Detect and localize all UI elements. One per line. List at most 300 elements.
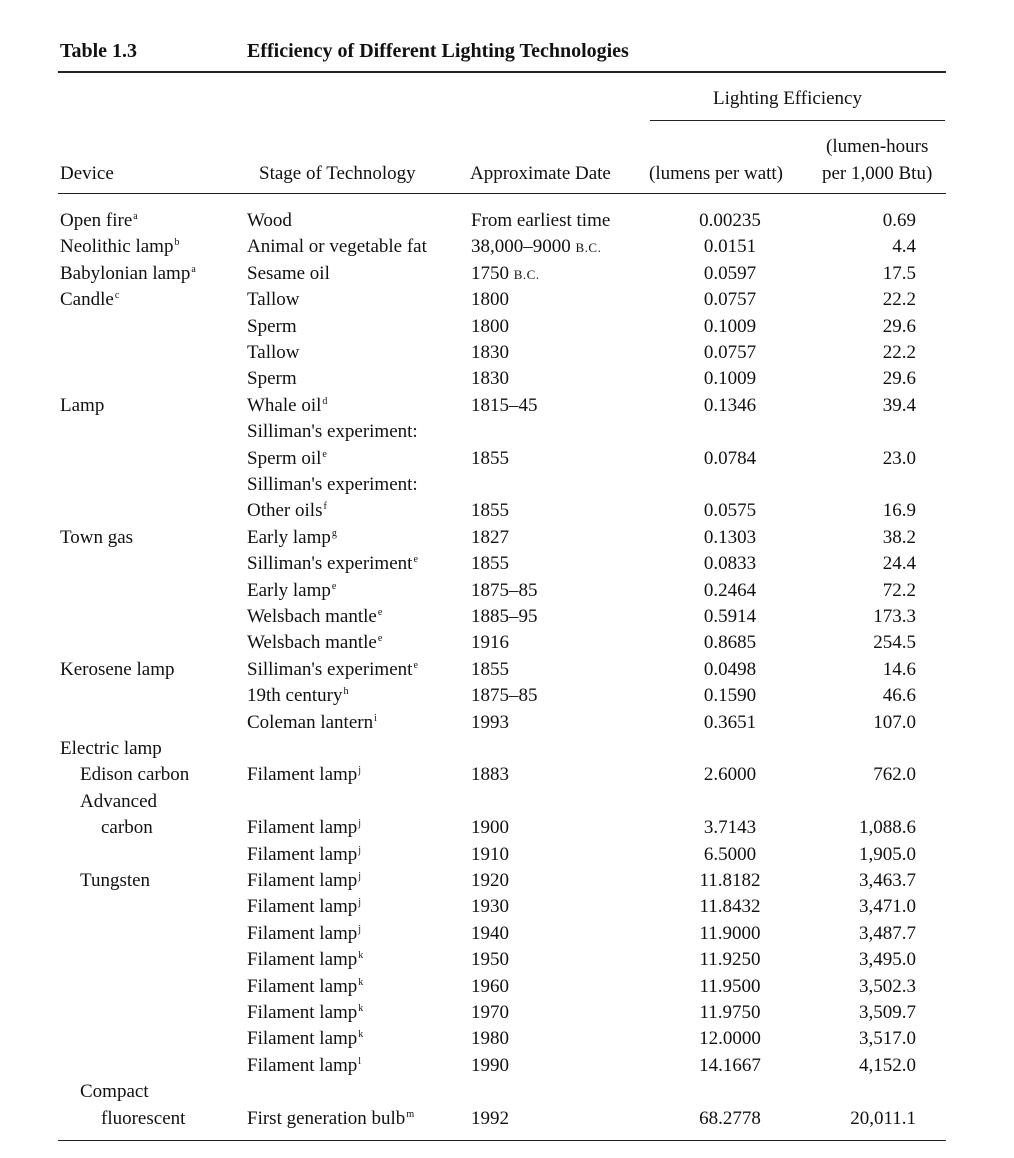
cell-lumens-per-watt [655,527,805,549]
cell-lumen-hours [800,448,916,470]
era-text: B.C. [575,240,602,255]
cell-date [471,632,509,654]
lumen-hours-value: 16.9 [882,500,916,521]
cell-lumens-per-watt [655,263,805,285]
cell-device [80,791,157,813]
cell-device [60,738,162,760]
footnote-marker: e [413,660,418,671]
lumen-hours-value: 762.0 [873,764,916,785]
cell-lumen-hours [800,1002,916,1024]
stage-text: Animal or vegetable fat [247,236,427,257]
cell-stage [247,395,327,417]
cell-stage [247,870,361,892]
header-lumen-hours-1: (lumen-hours [826,136,929,157]
cell-stage [247,263,330,285]
footnote-marker: l [358,1056,362,1067]
date-text: 1980 [471,1028,509,1049]
cell-stage [247,500,327,522]
cell-date [471,553,509,575]
cell-stage [247,210,292,232]
cell-lumen-hours [800,553,916,575]
stage-text: Filament lamp [247,949,358,970]
cell-lumens-per-watt [655,1055,805,1077]
stage-text: Coleman lantern [247,712,374,733]
cell-stage [247,448,327,470]
footnote-marker: b [174,237,180,248]
lumens-per-watt-value: 0.0597 [703,263,757,284]
cell-stage [247,949,363,971]
cell-device [60,210,138,232]
footnote-marker: k [358,950,364,961]
cell-lumens-per-watt [655,949,805,971]
cell-stage [247,1002,363,1024]
cell-stage [247,1028,363,1050]
lumen-hours-value: 17.5 [882,263,916,284]
cell-stage [247,817,361,839]
footnote-marker: k [358,977,364,988]
stage-text: Silliman's experiment [247,659,413,680]
cell-date [471,659,509,681]
footnote-marker: j [358,871,362,882]
lumen-hours-value: 22.2 [882,289,916,310]
cell-lumen-hours [800,764,916,786]
cell-device [60,395,104,417]
lumen-hours-value: 3,502.3 [859,976,916,997]
cell-lumens-per-watt [655,236,805,258]
footnote-marker: e [322,449,327,460]
stage-text: Welsbach mantle [247,606,377,627]
stage-text: Whale oil [247,395,322,416]
cell-stage [247,923,361,945]
lumen-hours-value: 29.6 [882,316,916,337]
cell-lumens-per-watt [655,870,805,892]
date-text: 1855 [471,448,509,469]
lumen-hours-value: 23.0 [882,448,916,469]
stage-text: Filament lamp [247,1055,358,1076]
cell-lumen-hours [800,659,916,681]
lumens-per-watt-value: 0.0575 [703,500,757,521]
device-text: Lamp [60,395,105,416]
footnote-marker: j [358,897,362,908]
date-text: 1885–95 [471,606,538,627]
cell-lumen-hours [800,580,916,602]
cell-date [471,1002,509,1024]
footnote-marker: j [358,765,362,776]
footnote-marker: e [331,581,337,592]
lumen-hours-value: 3,509.7 [859,1002,916,1023]
cell-device [101,817,153,839]
lumens-per-watt-value: 6.5000 [703,844,757,865]
cell-lumens-per-watt [655,316,805,338]
cell-stage [247,553,418,575]
footnote-marker: j [358,818,362,829]
cell-lumen-hours [800,896,916,918]
footnote-marker: h [343,686,349,697]
lumens-per-watt-value: 11.8432 [699,896,761,917]
stage-text: Silliman's experiment: [247,421,418,442]
date-text: From earliest time [471,210,611,231]
cell-stage [247,685,349,707]
cell-stage [247,474,418,496]
table-label: Table 1.3 [60,40,138,62]
device-text: Babylonian lamp [60,263,191,284]
stage-text: Filament lamp [247,923,358,944]
cell-lumens-per-watt [655,210,805,232]
cell-date [471,817,509,839]
stage-text: 19th century [247,685,343,706]
footnote-marker: i [374,713,377,724]
cell-lumens-per-watt [655,896,805,918]
stage-text: Silliman's experiment [247,553,413,574]
date-text: 1950 [471,949,509,970]
cell-lumen-hours [800,923,916,945]
lumens-per-watt-value: 0.1590 [703,685,757,706]
lumens-per-watt-value: 0.1303 [703,527,757,548]
lumens-per-watt-value: 0.0833 [703,553,757,574]
date-text: 1830 [471,342,509,363]
device-text: Town gas [60,527,134,548]
cell-lumens-per-watt [655,289,805,311]
date-text: 1875–85 [471,580,538,601]
lumen-hours-value: 3,471.0 [859,896,916,917]
date-text: 1990 [471,1055,509,1076]
lumen-hours-value: 3,463.7 [859,870,916,891]
era-text: B.C. [513,267,540,282]
cell-lumens-per-watt [655,500,805,522]
table-title: Efficiency of Different Lighting Technologies [247,40,629,62]
lumens-per-watt-value: 11.9750 [699,1002,761,1023]
cell-lumen-hours [800,606,916,628]
stage-text: Filament lamp [247,976,358,997]
cell-lumens-per-watt [655,395,805,417]
stage-text: Filament lamp [247,1028,358,1049]
cell-date [471,210,610,232]
date-text: 1827 [471,527,509,548]
footnote-marker: m [406,1109,415,1120]
lumens-per-watt-value: 0.0757 [703,342,757,363]
cell-stage [247,289,300,311]
cell-date [471,580,538,602]
cell-device [101,1108,185,1130]
date-text: 1855 [471,659,509,680]
cell-lumens-per-watt [655,844,805,866]
cell-lumen-hours [800,289,916,311]
lumen-hours-value: 39.4 [882,395,916,416]
cell-lumen-hours [800,1108,916,1130]
device-text: Electric lamp [60,738,162,759]
lumen-hours-value: 3,517.0 [859,1028,916,1049]
lumen-hours-value: 38.2 [882,527,916,548]
cell-device [80,764,189,786]
cell-date [471,976,509,998]
cell-lumen-hours [800,263,916,285]
cell-lumen-hours [800,1028,916,1050]
cell-date [471,236,601,258]
cell-lumen-hours [800,527,916,549]
cell-stage [247,421,418,443]
lumen-hours-value: 173.3 [873,606,916,627]
cell-lumens-per-watt [655,659,805,681]
date-text: 1993 [471,712,509,733]
footnote-marker: a [133,211,138,222]
footnote-marker: a [191,264,196,275]
cell-lumens-per-watt [655,580,805,602]
cell-stage [247,764,361,786]
cell-date [471,289,509,311]
cell-lumens-per-watt [655,817,805,839]
cell-device [60,263,196,285]
lumens-per-watt-value: 11.9500 [699,976,761,997]
cell-lumen-hours [800,632,916,654]
lumens-per-watt-value: 68.2778 [699,1108,761,1129]
cell-lumens-per-watt [655,1108,805,1130]
lumen-hours-value: 72.2 [882,580,916,601]
lumen-hours-value: 107.0 [873,712,916,733]
footnote-marker: d [322,396,328,407]
cell-date [471,923,509,945]
group-header-rule [650,120,945,121]
lumens-per-watt-value: 0.00235 [699,210,761,231]
cell-date [471,263,540,285]
footnote-marker: j [358,845,362,856]
cell-device [60,527,133,549]
cell-lumens-per-watt [655,342,805,364]
stage-text: Filament lamp [247,844,358,865]
cell-date [471,764,509,786]
footnote-marker: g [331,528,337,539]
cell-stage [247,606,382,628]
cell-lumens-per-watt [655,368,805,390]
cell-stage [247,844,361,866]
device-text: Compact [80,1081,149,1102]
date-text: 1875–85 [471,685,538,706]
stage-text: Filament lamp [247,1002,358,1023]
footnote-marker: e [377,607,383,618]
cell-lumen-hours [800,210,916,232]
cell-lumen-hours [800,342,916,364]
lumens-per-watt-value: 11.9000 [699,923,761,944]
date-text: 1960 [471,976,509,997]
cell-stage [247,368,297,390]
footnote-marker: j [358,924,362,935]
cell-device [80,1081,149,1103]
cell-lumen-hours [800,395,916,417]
header-lumens-per-watt: (lumens per watt) [649,163,784,184]
cell-lumen-hours [800,316,916,338]
cell-lumens-per-watt [655,448,805,470]
cell-lumens-per-watt [655,976,805,998]
cell-lumen-hours [800,976,916,998]
lumens-per-watt-value: 12.0000 [699,1028,761,1049]
date-text: 1800 [471,289,509,310]
cell-lumens-per-watt [655,632,805,654]
cell-date [471,527,509,549]
lumens-per-watt-value: 11.9250 [699,949,761,970]
cell-lumen-hours [800,368,916,390]
lumens-per-watt-value: 0.1009 [703,316,757,337]
cell-date [471,712,509,734]
cell-lumens-per-watt [655,553,805,575]
lumens-per-watt-value: 0.3651 [703,712,757,733]
footnote-marker: k [358,1003,364,1014]
lumens-per-watt-value: 0.0784 [703,448,757,469]
cell-date [471,1055,509,1077]
cell-stage [247,712,377,734]
cell-stage [247,976,363,998]
stage-text: Sesame oil [247,263,330,284]
header-lumen-hours-2: per 1,000 Btu) [822,163,933,184]
date-text: 1910 [471,844,509,865]
stage-text: Filament lamp [247,764,358,785]
lumen-hours-value: 24.4 [882,553,916,574]
date-text: 1815–45 [471,395,538,416]
stage-text: Welsbach mantle [247,632,377,653]
stage-text: Other oils [247,500,323,521]
lumen-hours-value: 3,487.7 [859,923,916,944]
stage-text: Sperm [247,316,297,337]
date-text: 1930 [471,896,509,917]
cell-date [471,870,509,892]
stage-text: Tallow [247,289,300,310]
date-text: 1900 [471,817,509,838]
lumen-hours-value: 1,088.6 [859,817,916,838]
lumens-per-watt-value: 11.8182 [699,870,761,891]
header-device: Device [60,163,114,184]
stage-text: Silliman's experiment: [247,474,418,495]
lumens-per-watt-value: 0.2464 [703,580,757,601]
lumen-hours-value: 3,495.0 [859,949,916,970]
cell-lumens-per-watt [655,685,805,707]
lumen-hours-value: 4,152.0 [859,1055,916,1076]
date-text: 1830 [471,368,509,389]
cell-stage [247,632,382,654]
lumens-per-watt-value: 0.1009 [703,368,757,389]
cell-date [471,342,509,364]
cell-device [80,870,150,892]
lumen-hours-value: 254.5 [873,632,916,653]
cell-date [471,500,509,522]
cell-stage [247,342,300,364]
cell-date [471,896,509,918]
cell-lumens-per-watt [655,712,805,734]
stage-text: Wood [247,210,292,231]
lumens-per-watt-value: 0.5914 [703,606,757,627]
cell-device [60,236,179,258]
cell-lumens-per-watt [655,1028,805,1050]
cell-lumens-per-watt [655,923,805,945]
date-text: 1750 [471,263,514,284]
cell-stage [247,527,337,549]
lumens-per-watt-value: 3.7143 [703,817,757,838]
cell-stage [247,896,361,918]
device-text: Candle [60,289,114,310]
footnote-marker: k [358,1029,364,1040]
date-text: 1970 [471,1002,509,1023]
date-text: 1916 [471,632,509,653]
stage-text: Sperm oil [247,448,322,469]
cell-stage [247,1055,361,1077]
cell-lumen-hours [800,949,916,971]
cell-device [60,659,174,681]
lumen-hours-value: 20,011.1 [850,1108,916,1129]
device-text: Open fire [60,210,133,231]
device-text: Tungsten [80,870,151,891]
stage-text: Filament lamp [247,817,358,838]
lumens-per-watt-value: 2.6000 [703,764,757,785]
date-text: 1940 [471,923,509,944]
lumens-per-watt-value: 14.1667 [699,1055,761,1076]
footnote-marker: e [377,633,383,644]
lumens-per-watt-value: 0.8685 [703,632,757,653]
stage-text: Early lamp [247,580,331,601]
cell-date [471,949,509,971]
cell-lumen-hours [800,236,916,258]
stage-text: Filament lamp [247,896,358,917]
date-text: 38,000–9000 [471,236,576,257]
device-text: Edison carbon [80,764,190,785]
cell-device [60,289,119,311]
lumens-per-watt-value: 0.0151 [703,236,757,257]
device-text: Advanced [80,791,158,812]
lumen-hours-value: 46.6 [882,685,916,706]
cell-lumen-hours [800,500,916,522]
bottom-rule [58,1140,946,1141]
group-header-lighting-efficiency: Lighting Efficiency [713,88,862,109]
stage-text: Tallow [247,342,300,363]
cell-date [471,368,509,390]
header-rule [58,193,946,194]
header-stage: Stage of Technology [259,163,416,184]
lumen-hours-value: 14.6 [882,659,916,680]
date-text: 1992 [471,1108,509,1129]
cell-date [471,685,538,707]
device-text: carbon [101,817,153,838]
cell-date [471,1108,509,1130]
cell-lumens-per-watt [655,606,805,628]
date-text: 1855 [471,553,509,574]
cell-date [471,844,509,866]
cell-date [471,606,538,628]
cell-stage [247,316,297,338]
cell-stage [247,236,427,258]
device-text: Neolithic lamp [60,236,174,257]
cell-lumen-hours [800,685,916,707]
header-date: Approximate Date [470,163,611,184]
stage-text: Sperm [247,368,297,389]
lumens-per-watt-value: 0.0757 [703,289,757,310]
cell-lumens-per-watt [655,764,805,786]
cell-lumens-per-watt [655,1002,805,1024]
cell-date [471,395,538,417]
lumens-per-watt-value: 0.1346 [703,395,757,416]
cell-lumen-hours [800,1055,916,1077]
device-text: Kerosene lamp [60,659,175,680]
cell-stage [247,1108,414,1130]
date-text: 1920 [471,870,509,891]
cell-lumen-hours [800,870,916,892]
cell-lumen-hours [800,712,916,734]
stage-text: First generation bulb [247,1108,406,1129]
cell-date [471,1028,509,1050]
lumen-hours-value: 1,905.0 [859,844,916,865]
cell-date [471,448,509,470]
lumens-per-watt-value: 0.0498 [703,659,757,680]
stage-text: Filament lamp [247,870,358,891]
cell-date [471,316,509,338]
cell-stage [247,580,336,602]
cell-stage [247,659,418,681]
footnote-marker: c [114,290,120,301]
